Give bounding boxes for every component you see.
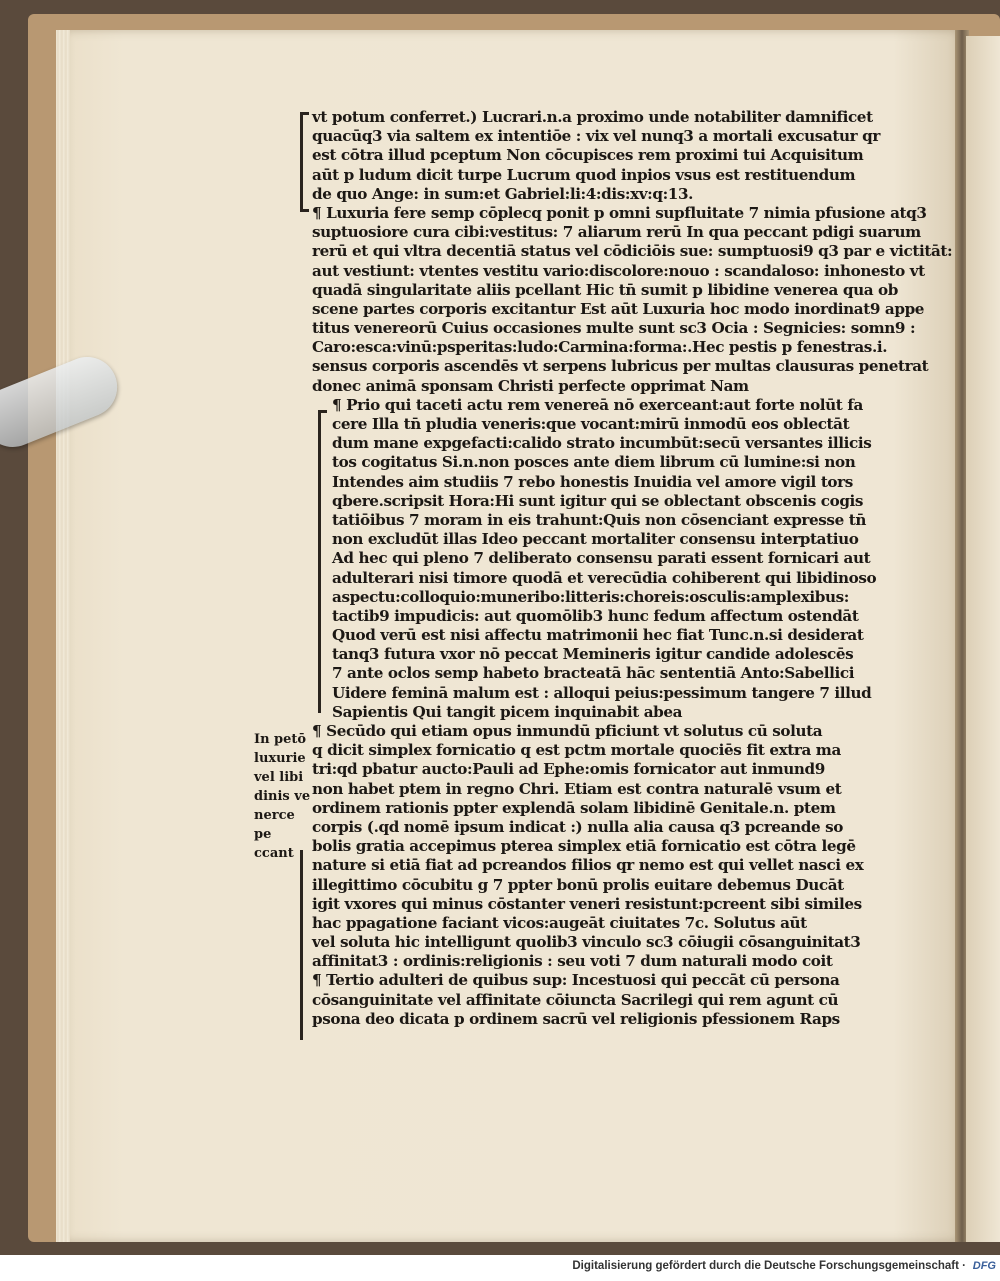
text-line: corpis (.qd nomē ipsum indicat :) nulla alia causa q3 pcreande so: [312, 817, 844, 836]
margin-note-line: In petō: [254, 732, 307, 747]
text-line: aut vestiunt: vtentes vestitu vario:discolore:nouo : scandaloso: inhonesto vt: [312, 261, 925, 280]
text-line: illegittimo cōcubitu g 7 ppter bonū prolis euitare debemus Ducāt: [312, 875, 844, 894]
funding-credit: Digitalisierung gefördert durch die Deutsche Forschungsgemeinschaft ·: [572, 1260, 966, 1272]
text-line: Caro:esca:vinū:psperitas:ludo:Carmina:forma:.Hec pestis p fenestras.i.: [312, 338, 888, 357]
footer-bar: [0, 1255, 1000, 1281]
text-line: q dicit simplex fornicatio q est pctm mortale quociēs fit extra ma: [312, 741, 841, 760]
text-line: affinitat3 : ordinis:religionis : seu voti 7 dum naturali modo coit: [312, 952, 833, 971]
margin-note: [254, 730, 316, 863]
right-page-edge: [966, 36, 1000, 1242]
text-line: aūt p ludum dicit turpe Lucrum quod inpios vsus est restituendum: [312, 165, 856, 184]
text-line: Uidere feminā malum est : alloqui peius:pessimum tangere 7 illud: [332, 683, 872, 702]
paragraph-bracket: [300, 850, 309, 1040]
text-line: quacūq3 via saltem ex intentiōe : vix vel nunq3 a mortali excusatur qr: [312, 127, 880, 146]
text-line: 7 ante oclos semp habeto bracteatā hāc sententiā Anto:Sabellici: [332, 664, 855, 683]
text-line: tri:qd pbatur aucto:Pauli ad Ephe:omis fornicator aut inmund9: [312, 760, 825, 779]
margin-note-line: nerce pe: [254, 808, 295, 842]
dfg-logo: DFG: [972, 1260, 996, 1272]
text-line: rerū et qui vltra decentiā status vel cōdiciōis sue: sumptuosi9 q3 par e victitāt:: [312, 242, 953, 261]
text-line: dum mane expgefacti:calido strato incumbūt:secū versantes illicis: [332, 434, 872, 453]
text-line: aspectu:colloquio:muneribo:litteris:choreis:osculis:amplexibus:: [332, 587, 849, 606]
text-line: suptuosiore cura cibi:vestitus: 7 aliarum rerū In qua peccant pdigi suarum: [312, 223, 921, 242]
text-line: hac ppagatione faciant vicos:augeāt ciuitates 7c. Solutus aūt: [312, 913, 807, 932]
text-line: non excludūt illas Ideo peccant mortaliter consensu interptatiuo: [332, 530, 859, 549]
text-line: sensus corporis ascendēs vt serpens lubricus per multas clausuras penetrat: [312, 357, 929, 376]
text-line: ¶ Tertio adulteri de quibus sup: Incestuosi qui peccāt cū persona: [312, 971, 840, 990]
text-line: nature si etiā fiat ad pcreandos filios qr nemo est qui vellet nasci ex: [312, 856, 864, 875]
text-line: tos cogitatus Si.n.non posces ante diem librum cū lumine:si non: [332, 453, 856, 472]
margin-note-line: dinis ve: [254, 789, 311, 804]
text-line: ¶ Luxuria fere semp cōplecq ponit p omni supfluitate 7 nimia pfusione atq3: [312, 203, 927, 222]
text-line: ¶ Prio qui taceti actu rem venereā nō exerceant:aut forte nolūt fa: [332, 395, 863, 414]
text-line: qbere.scripsit Hora:Hi sunt igitur qui se oblectant obscenis cogis: [332, 491, 864, 510]
text-line: tanq3 futura vxor nō peccat Memineris igitur candide adolescēs: [332, 645, 854, 664]
text-line: non habet ptem in regno Chri. Etiam est contra naturalē vsum et: [312, 779, 842, 798]
text-line: vt potum conferret.) Lucrari.n.a proximo unde notabiliter damnificet: [312, 108, 873, 126]
text-line: cōsanguinitate vel affinitate cōiuncta Sacrilegi qui rem agunt cū: [312, 990, 839, 1009]
text-line: est cōtra illud pceptum Non cōcupisces rem proximi tui Acquisitum: [312, 146, 864, 165]
text-line: titus venereorū Cuius occasiones multe sunt sc3 Ocia : Segnicies: somn9 :: [312, 319, 916, 338]
text-line: scene partes corporis excitantur Est aūt Luxuria hoc modo inordinat9 appe: [312, 299, 925, 318]
text-line: tactib9 impudicis: aut quomōlib3 hunc fedum affectum ostendāt: [332, 606, 859, 625]
paragraph-bracket: [300, 112, 309, 212]
text-line: donec animā sponsam Christi perfecte opprimat Nam: [312, 376, 749, 395]
text-line: de quo Ange: in sum:et Gabriel:li:4:dis:xv:q:13.: [312, 184, 694, 203]
text-line: igit vxores qui minus cōstanter veneri resistunt:pcreent sibi similes: [312, 894, 862, 913]
text-line: Sapientis Qui tangit picem inquinabit abea: [332, 702, 683, 721]
text-line: Quod verū est nisi affectu matrimonii hec fiat Tunc.n.si desiderat: [332, 626, 864, 645]
text-line: vel soluta hic intelligunt quolib3 vinculo sc3 cōiugii cōsanguinitat3: [312, 933, 861, 952]
text-line: quadā singularitate aliis pcellant Hic tn̄ sumit p libidine venerea qua ob: [312, 280, 898, 299]
text-line: adulterari nisi timore quodā et verecūdia cohiberent qui libidinoso: [332, 568, 877, 587]
text-line: Ad hec qui pleno 7 deliberato consensu parati essent fornicari aut: [332, 549, 871, 568]
text-line: psona deo dicata p ordinem sacrū vel religionis pfessionem Raps: [312, 1009, 840, 1028]
text-line: ¶ Secūdo qui etiam opus inmundū pficiunt vt solutus cū soluta: [312, 722, 823, 740]
text-line: tatiōibus 7 moram in eis trahunt:Quis non cōsenciant expresse tn̄: [332, 510, 866, 529]
margin-note-line: vel libi: [254, 770, 304, 785]
text-line: ordinem rationis ppter explendā solam libidinē Genitale.n. ptem: [312, 798, 836, 817]
text-line: Intendes aim studiis 7 rebo honestis Inuidia vel amore vigil tors: [332, 472, 853, 491]
margin-note-line: ccant: [254, 846, 294, 861]
body-text: [312, 108, 953, 1073]
margin-note-line: luxurie: [254, 751, 306, 766]
text-line: bolis gratia accepimus pterea simplex etiā fornicatio est cōtra legē: [312, 837, 856, 856]
text-line: cere Illa tn̄ pludia veneris:que vocant:mirū inmodū eos oblectāt: [332, 415, 850, 433]
